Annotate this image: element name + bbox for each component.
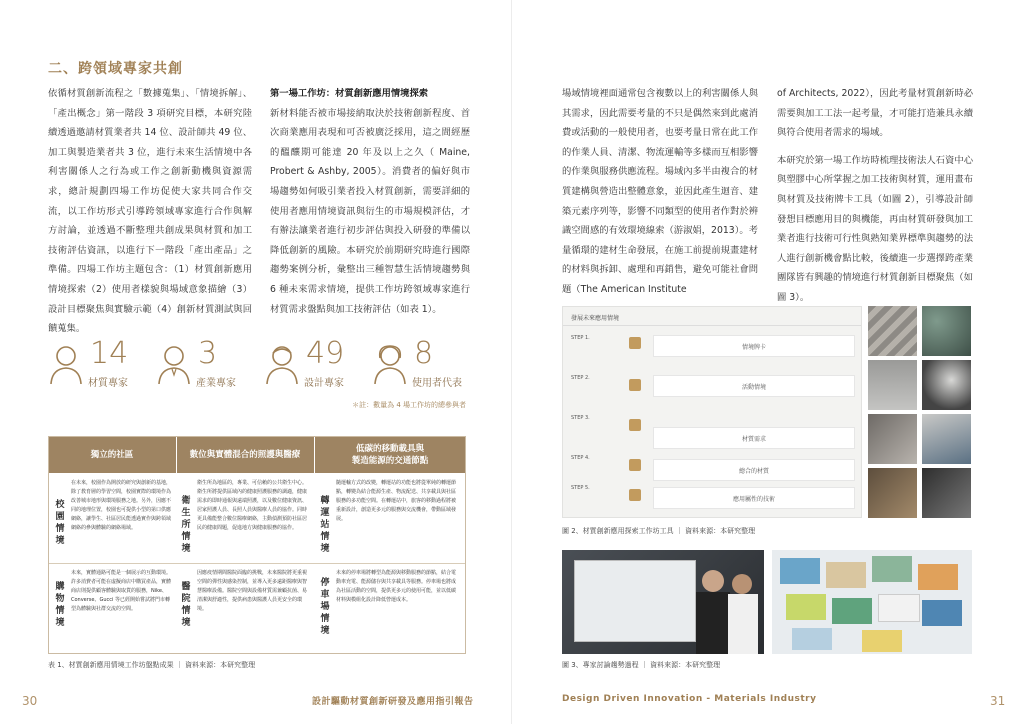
card bbox=[826, 562, 866, 588]
person-icon bbox=[156, 342, 192, 386]
person-icon bbox=[264, 342, 300, 386]
column-1-text: 依循材質創新流程之「數據蒐集」、「情境拆解」、「產出概念」第一階段 3 項研究目標，本研究陸續透過邀請材質業者共 14 位、設計師共 49 位、加工與製造業者共 3 位，進行未來生活情境中各利害關係人之行為或工作之創新動機與資源需求，總計規劃四場工作坊促使大家共同合作交流，以工作坊形式引導跨領域專家進行合作與解方討論，並透過不斷整理共創成果與材質和加工技術評估資訊，以進行下一階段「產出產品」之準備。四場工作坊主題包含：（1）材質創新應用情境探索（2）使用者樣貌與場域意象描繪（3）設計目標聚焦與實驗示範（4）創新材質測試與回饋蒐集。 bbox=[48, 88, 252, 335]
column-3-text: 場域情境裡面通常包含複數以上的利害關係人與其需求，因此需要考量的不只是偶然來到此處消費或活動的一般使用者，也要考量日常在此工作的作業人員、清潔、物流運輸等多樣而互相影響的作業與服務供應流程。場域內多半由複合的材質建構與營造出整體意象，並因此產生迴音、建築元素序列等，影響不同類型的使用者作對於辨識空間感的有效環境線索（游淑娟，2013）。考量循環的建材生命發展，在施工前提前規畫建材的材料與拆卸、處理和再銷售，避免可能社會問題（The American Institute bbox=[562, 88, 758, 295]
stat-label: 產業專家 bbox=[196, 378, 236, 389]
stat-label: 使用者代表 bbox=[412, 378, 462, 389]
column-4-text-b: 本研究於第一場工作坊時梳理技術法人石資中心與塑膠中心所掌握之加工技術與材質，運用畫布與材質及技術牌卡工具（如圖 2），引導設計師發想目標應用目的與機能，再由材質研發與加工業者進行技術可行性與熟知業界標準與趨勢的法人進行創新機會點比較，後續進一步選擇跨產業團隊皆有興趣的情境進行材質創新目標聚焦（如圖 3）。 bbox=[777, 154, 973, 303]
row-label: 衛生所情境 bbox=[181, 496, 191, 554]
scenario-table bbox=[48, 436, 466, 654]
person-head bbox=[702, 570, 724, 592]
card bbox=[918, 564, 958, 590]
card bbox=[922, 600, 962, 626]
table-cell: 在未來，校園作為開放的研究與創新的基地，除了教育層的學習空間，校園實際的環境作為改善城市地形與環境服務之地。另外，因應不同的地理位置，校園也可提供小型的第口供應網絡，讓學生、社區居民能透過實作與跨領域網絡的參與體驗的網絡場域。 bbox=[71, 480, 172, 531]
stats-note: ＊註：數量為 4 場工作坊的總參與者 bbox=[352, 401, 466, 409]
step-box: 總合的材質 bbox=[653, 459, 855, 481]
row-label: 停車場情境 bbox=[320, 578, 330, 636]
step-box: 活動情境 bbox=[653, 375, 855, 397]
material-sample-image bbox=[868, 414, 917, 464]
row-label: 轉運站情境 bbox=[320, 496, 330, 554]
card bbox=[792, 628, 832, 650]
table-caption: 表 1、材質創新應用情境工作坊盤點成果 ｜ 資料來源：本研究整理 bbox=[48, 661, 256, 669]
person-body bbox=[728, 594, 758, 654]
stat-design-experts bbox=[264, 338, 369, 394]
table-header bbox=[49, 437, 465, 473]
row-label: 校園情境 bbox=[55, 500, 65, 546]
poster-board bbox=[574, 560, 696, 642]
card bbox=[832, 598, 872, 624]
section-title: 二、跨領域專家共創 bbox=[48, 61, 183, 77]
card bbox=[862, 630, 902, 652]
card-icon bbox=[629, 489, 641, 501]
workshop-cards-photo bbox=[772, 550, 972, 654]
table-cell: 因應疫情期間醫院面臨的挑戰，未來醫院將更重視空間的彈性與感染控制，並導入更多遠距醫療與智慧醫療設備。醫院空間與設備材質需兼顧抗菌、易清潔與舒適性，提供病患與醫護人員更安全的環境。 bbox=[197, 570, 308, 612]
card bbox=[780, 558, 820, 584]
table-cell: 隨運輸方式的改變，轉運站的功能也將從單純的轉運節點，轉變為結合能源生產、物流配送、共享載具與社區服務的多功能空間。在轉運站中，旅客的移動過程將被重新設計，創造更多元的服務與交流機會，帶動區域發展。 bbox=[336, 480, 457, 522]
divider bbox=[176, 437, 177, 653]
workshop-1-heading: 第一場工作坊：材質創新應用情境探索 bbox=[270, 88, 429, 99]
workshop-tool-figure bbox=[562, 306, 862, 518]
row-label: 醫院情境 bbox=[181, 582, 191, 628]
figure-title: 發展未來應用情境 bbox=[571, 315, 620, 322]
material-sample-image bbox=[922, 414, 971, 464]
person-head bbox=[732, 574, 752, 594]
table-header-cell: 獨立的社區 bbox=[90, 450, 134, 460]
step-box: 材質需求 bbox=[653, 427, 855, 449]
step-label: STEP 5. bbox=[571, 485, 590, 491]
column-2 bbox=[270, 84, 470, 315]
footer-title-en: Design Driven Innovation - Materials Industry bbox=[562, 694, 817, 704]
table-cell: 未來，實體通路可能是一個展示的互動環境。許多消費者可能在虛擬商店中購買產品，實體商店則提供顧客體驗與取貨的服務，Nike、Converse、Gucci 等已經開始嘗試將門市轉型為體驗與社群交流的空間。 bbox=[71, 570, 172, 612]
card-icon bbox=[629, 419, 641, 431]
card-icon bbox=[629, 459, 641, 471]
stat-label: 設計專家 bbox=[304, 378, 344, 389]
step-label: STEP 4. bbox=[571, 455, 590, 461]
divider bbox=[49, 563, 465, 564]
material-sample-image bbox=[868, 468, 917, 518]
step-box: 應用屬性的技術 bbox=[653, 487, 855, 509]
table-cell: 衛生所為地區的，專業、可信賴的公共衛生中心。衛生所將提供區域內的健康照護服務的調適，健康需求的即時通報與遠端照護，以及數位健康資訊、居家照護人員、長照人員與醫療人員的協作。同時更具備能整合數位醫療網絡，主動偵測預防社區居民的健康問題，促進地方與健康服務的協作。 bbox=[197, 480, 308, 531]
card bbox=[872, 556, 912, 582]
person-body bbox=[696, 592, 730, 654]
stat-label: 材質專家 bbox=[88, 378, 128, 389]
stat-number: 3 bbox=[198, 336, 218, 371]
step-label: STEP 1. bbox=[571, 335, 590, 341]
figure-3-caption: 圖 3、專家討論趨勢過程 ｜ 資料來源：本研究整理 bbox=[562, 661, 721, 669]
page-number: 31 bbox=[990, 694, 1006, 708]
stat-number: 14 bbox=[90, 336, 129, 371]
card-icon bbox=[629, 337, 641, 349]
column-4-text-a: of Architects, 2022），因此考量材質創新時必需要與加工工法一起考量，才可能打造兼具永續與符合使用者需求的場域。 bbox=[777, 88, 973, 139]
stat-material-experts bbox=[48, 338, 153, 394]
figure-2-caption: 圖 2、材質創新應用探索工作坊工具 ｜ 資料來源：本研究整理 bbox=[562, 527, 756, 535]
material-sample-image bbox=[868, 306, 917, 356]
divider bbox=[314, 437, 315, 653]
material-sample-image bbox=[922, 360, 971, 410]
workshop-discussion-photo bbox=[562, 550, 764, 654]
card bbox=[878, 594, 920, 622]
person-icon bbox=[372, 342, 408, 386]
card-icon bbox=[629, 379, 641, 391]
material-sample-image bbox=[868, 360, 917, 410]
person-icon bbox=[48, 342, 84, 386]
stat-user-representatives bbox=[372, 338, 477, 394]
stat-number: 49 bbox=[306, 336, 345, 371]
material-sample-image bbox=[922, 306, 971, 356]
table-header-cell: 數位與實體混合的照護與醫療 bbox=[189, 450, 301, 460]
stat-number: 8 bbox=[414, 336, 434, 371]
row-label: 購物情境 bbox=[55, 582, 65, 628]
table-header-cell: 低碳的移動載具與 製造能源的交通節點 bbox=[351, 444, 429, 466]
material-sample-image bbox=[922, 468, 971, 518]
step-box: 情境牌卡 bbox=[653, 335, 855, 357]
table-cell: 未來的停車場將轉型為能源與移動服務的節點，結合電動車充電、能源儲存與共享載具等服務。停車場也將成為社區活動的空間，提供更多元的使用可能，並以低碳材料與模組化設計降低營運成本。 bbox=[336, 570, 457, 603]
step-label: STEP 2. bbox=[571, 375, 590, 381]
page-number: 30 bbox=[22, 694, 38, 708]
step-label: STEP 3. bbox=[571, 415, 590, 421]
column-4 bbox=[777, 84, 973, 303]
divider bbox=[563, 325, 861, 326]
column-2-text: 新材料能否被市場接納取決於技術創新程度、首次商業應用表現和可否被廣泛採用，這之間經歷的醞釀期可能達 20 年及以上之久（ Maine, Probert & Ashby, 2005）。消費者的偏好與市場趨勢如何吸引業者投入材質創新，需要詳細的使用者應用情境資訊與衍生的市場規模評估，才有辦法讓業者進行初步評估與投入研發的準備以降低創新的風險。本研究於前期研究時進行國際趨勢案例分析，彙整出三種智慧生活情境趨勢與 6 種未來需求情境，提供工作坊跨領域專家進行材質需求盤點與加工技術評估（如表 1）。 bbox=[270, 107, 470, 315]
participant-stats bbox=[48, 338, 468, 394]
stat-industry-experts bbox=[156, 338, 261, 394]
card bbox=[786, 594, 826, 620]
footer-title: 設計驅動材質創新研發及應用指引報告 bbox=[312, 697, 474, 707]
material-thumbnails bbox=[868, 306, 972, 516]
